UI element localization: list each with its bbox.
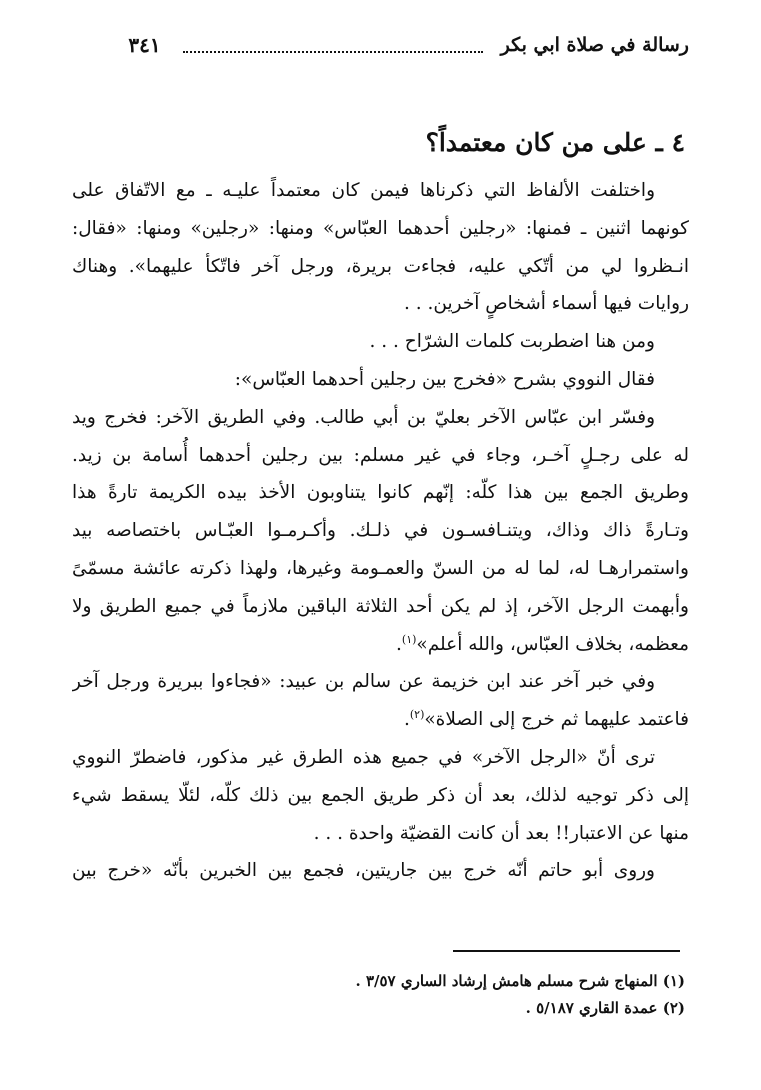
body-line: وطريق الجمع بين هذا كلّه: إنّهم كانوا يتناوبون الأخذ بيده الكريمة تارةً هذا (72, 482, 689, 504)
footnote-separator (453, 950, 680, 952)
footnote-ref-2[interactable]: (٢) (409, 708, 425, 721)
body-text (72, 172, 689, 890)
running-header-title: رسالة في صلاة ابي بكر (500, 34, 689, 56)
body-line: وتـارةً ذاك وذاك، ويتنـافسـون في ذلـك. وأكـرمـوا العبّـاس باختصاصه بيد (72, 520, 689, 542)
footnotes (76, 968, 685, 1022)
dot-leader (183, 49, 483, 53)
body-line: فقال النووي بشرح «فخرج بين رجلين أحدهما العبّاس»: (234, 368, 655, 390)
body-line: واختلفت الألفاظ التي ذكرناها فيمن كان معتمداً عليـه ـ مع الاتّفاق على (72, 180, 655, 201)
body-line: وروى أبو حاتم أنّه خرج بين جاريتين، فجمع بين الخبرين بأنّه «خرج بين (72, 860, 655, 882)
body-line: ومن هنا اضطربت كلمات الشرّاح . . . (369, 331, 655, 353)
body-line: واستمرارهـا له، لما له من السنّ والعمـومة وغيرها، ولهذا ذكرته عائشة مسمّىً (72, 557, 689, 579)
period: . (403, 709, 410, 731)
body-line: إلى ذكر توجيه لذلك، بعد أن ذكر طريق الجمع بين ذلك كلّه، لئلّا يسقط شيء (72, 784, 689, 806)
body-line: وفي خبر آخر عند ابن خزيمة عن سالم بن عبيد: «فجاءوا ببريرة ورجل آخر (72, 671, 655, 693)
footnote-2: (٢) عمدة القاري ٥/١٨٧ . (525, 999, 685, 1017)
body-line: وأبهمت الرجل الآخر، إذ لم يكن أحد الثلاثة الباقين ملازماً في جميع الطريق ولا (72, 595, 689, 617)
body-line-with-ref (72, 626, 689, 664)
body-line: روايات فيها أسماء أشخاصٍ آخرين. . . (404, 293, 689, 315)
footnote-ref-1[interactable]: (١) (401, 632, 417, 646)
body-line: ترى أنّ «الرجل الآخر» في جميع هذه الطرق غير مذكور، فاضطرّ النووي (72, 746, 655, 768)
running-header (72, 30, 689, 60)
body-line-text: معظمه، بخلاف العبّاس، والله أعلم» (416, 633, 689, 655)
body-line: انـظروا لي من أتّكي عليه، فجاءت بريرة، ورجل آخر فاتّكأ عليهما». وهناك (72, 255, 689, 277)
footnote-1: (١) المنهاج شرح مسلم هامش إرشاد الساري ٣/٥٧ . (355, 972, 685, 990)
page-number: ٣٤١ (128, 33, 161, 57)
body-line: منها عن الاعتبار!! بعد أن كانت القضيّة واحدة . . . (313, 822, 689, 844)
body-line: وفسّر ابن عبّاس الآخر بعليّ بن أبي طالب. وفي الطريق الآخر: فخرج ويد (72, 406, 655, 428)
body-line: له على رجـلٍ آخـر، وجاء في غير مسلم: بين رجلين أحدهما أُسامة بن زيد. (72, 444, 689, 466)
period: . (396, 633, 402, 655)
body-line: كونهما اثنين ـ فمنها: «رجلين أحدهما العبّاس» ومنها: «رجلين» ومنها: «فقال: (72, 217, 689, 239)
section-heading: ٤ ـ على من كان معتمداً؟ (425, 128, 685, 157)
body-line-text: فاعتمد عليهما ثم خرج إلى الصلاة» (424, 709, 689, 731)
body-line-with-ref (72, 701, 689, 739)
